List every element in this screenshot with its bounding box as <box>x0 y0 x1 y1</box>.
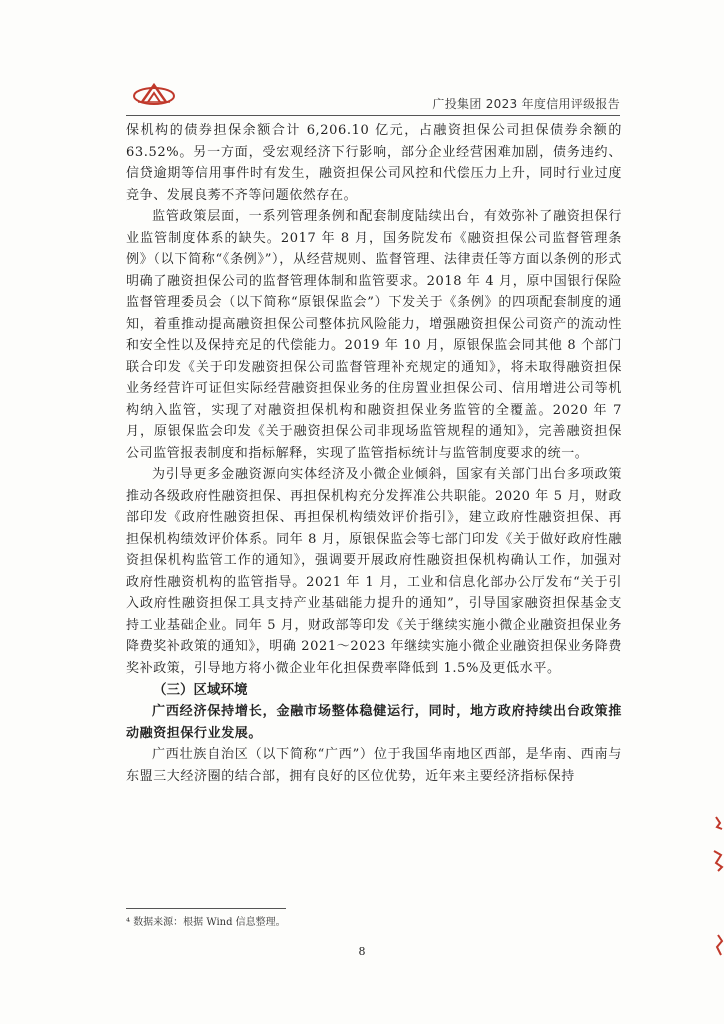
paragraph-4: 广西壮族自治区（以下简称“广西”）位于我国华南地区西部，是华南、西南与东盟三大经济圈的结合部，拥有良好的区位优势，近年来主要经济指标保持 <box>126 747 622 784</box>
header-divider <box>126 115 620 116</box>
page-number: 8 <box>358 945 366 958</box>
paragraph-2: 监管政策层面，一系列管理条例和配套制度陆续出台，有效弥补了融资担保行业监管制度体系的缺失。2017 年 8 月，国务院发布《融资担保公司监督管理条例》（以下简称“《条例》”），从经营规则、监督管理、法律责任等方面以条例的形式明确了融资担保公司的监督管理体制和监管要求。2018 年 4 月，原中国银行保险监督管理委员会（以下简称“原银保监会”）下发关于《条例》的四项配套制度的通知，着重推动提高融资担保公司整体抗风险能力，增强融资担保公司资产的流动性和安全性以及保持充足的代偿能力。2019 年 10 月，原银保监会同其他 8 个部门联合印发《关于印发融资担保公司监督管理补充规定的通知》，将未取得融资担保业务经营许可证但实际经营融资担保业务的住房置业担保公司、信用增进公司等机构纳入监管，实现了对融资担保机构和融资担保业务监管的全覆盖。2020 年 7 月，原银保监会印发《关于融资担保公司非现场监管规程的通知》，完善融资担保公司监管报表制度和指标解释，实现了监管指标统计与监管制度要求的统一。 <box>126 209 622 461</box>
paragraph-3: 为引导更多金融资源向实体经济及小微企业倾斜，国家有关部门出台多项政策推动各级政府性融资担保、再担保机构充分发挥准公共职能。2020 年 5 月，财政部印发《政府性融资担保、再担保机构绩效评价指引》，建立政府性融资担保、再担保机构绩效评价体系。同年 8 月，原银保监会等七部门印发《关于做好政府性融资担保机构监管工作的通知》，强调要开展政府性融资担保机构确认工作，加强对政府性融资机构的监管指导。2021 年 1 月，工业和信息化部办公厅发布“关于引入政府性融资担保工具支持产业基础能力提升的通知”，引导国家融资担保基金支持工业基础企业。同年 5 月，财政部等印发《关于继续实施小微企业融资担保业务降费奖补政策的通知》，明确 2021～2023 年继续实施小微企业融资担保业务降费奖补政策，引导地方将小微企业年化担保费率降低到 1.5%及更低水平。 <box>126 467 622 676</box>
company-logo-icon <box>132 82 176 106</box>
section-lead: 广西经济保持增长，金融市场整体稳健运行，同时，地方政府持续出台政策推动融资担保行业发展。 <box>126 704 622 741</box>
footnote-divider <box>126 908 286 909</box>
seal-edge-marks <box>704 815 724 975</box>
section-heading: （三）区域环境 <box>153 682 248 698</box>
paragraph-1: 保机构的债券担保余额合计 6,206.10 亿元，占融资担保公司担保债券余额的 63.52%。另一方面，受宏观经济下行影响，部分企业经营困难加剧，债务违约、信贷逾期等信用事件时有发生，融资担保公司风控和代偿压力上升，同时行业过度竞争、发展良莠不齐等问题依然存在。 <box>126 123 622 203</box>
report-header-title: 广投集团 2023 年度信用评级报告 <box>432 97 620 111</box>
document-body <box>126 120 622 787</box>
footnote: ⁴ 数据来源：根据 Wind 信息整理。 <box>126 917 286 928</box>
